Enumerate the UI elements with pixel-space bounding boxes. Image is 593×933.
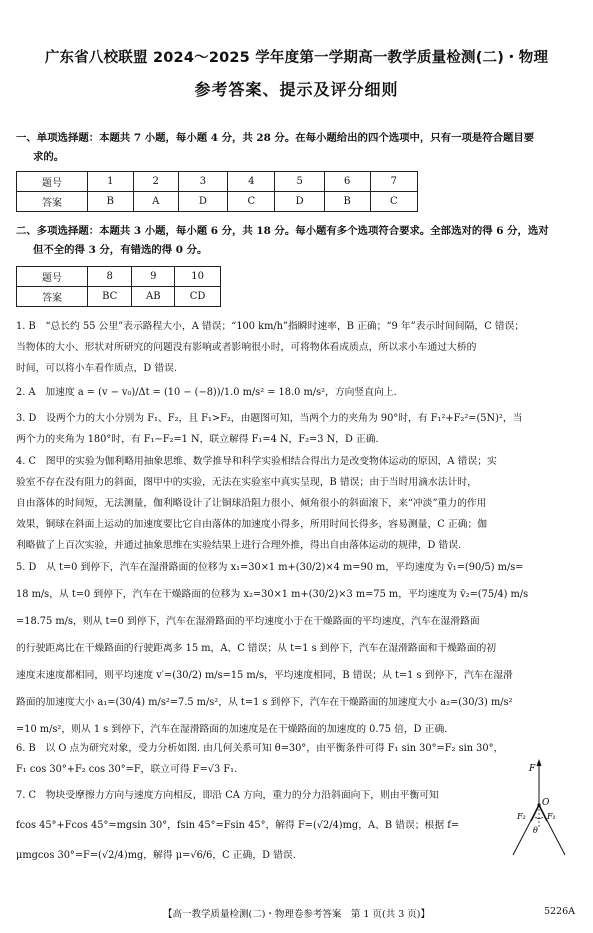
footer-code: 5226A — [543, 906, 575, 917]
section1-heading — [16, 129, 582, 167]
q4-line: 验室不存在没有阻力的斜面，图甲中的实验，无法在实验室中真实呈现，B 错误；由于当时用滴水法计时， — [16, 477, 477, 488]
answer-explanation-q5 — [16, 554, 582, 743]
table-cell: B — [88, 192, 134, 212]
answer-explanation-q6 — [16, 738, 582, 780]
table-cell: D — [178, 192, 227, 212]
q5-line: 速度末速度都相同，则平均速度 v′=(30/2) m/s=15 m/s，平均速度相同，B 错误；从 t=1 s 到停下，汽车在湿滑 — [16, 670, 513, 681]
q2-line: 2. A 加速度 a = (v − v₀)/Δt = (10 − (−8))/1.0 m/s² = 18.0 m/s²，方向竖直向上. — [16, 387, 397, 398]
table-row — [17, 192, 418, 212]
section1-line1: 一、单项选择题：本题共 7 小题，每小题 4 分，共 28 分。在每小题给出的四个选项中，只有一项是符合题目要 — [16, 132, 535, 144]
q7-line: fcos 45°+Fcos 45°=mgsin 30°，fsin 45°=Fsin 45°，解得 F=(√2/4)mg，A、B 错误；根据 f= — [16, 820, 460, 831]
q1-line: 时间，可以将小车看作质点，D 错误. — [16, 363, 178, 374]
table-header-cell: 题号 — [17, 172, 88, 192]
table-cell: 8 — [88, 267, 132, 287]
answer-explanation-q2 — [16, 382, 582, 403]
table-cell: 7 — [370, 172, 417, 192]
q4-line: 自由落体的时间短，无法测量，伽利略设计了让铜球沿阻力很小、倾角很小的斜面滚下，来“冲淡”重力的作用 — [16, 498, 487, 509]
label-theta: θ — [533, 826, 538, 835]
q4-line: 4. C 图甲的实验为伽利略用抽象思维、数学推导和科学实验相结合得出力是改变物体运动的原因，A 错误；实 — [16, 456, 497, 467]
table-cell: BC — [88, 287, 132, 307]
q3-line: 两个力的夹角为 180°时，有 F₁−F₂=1 N，联立解得 F₁=4 N，F₂=3 N，D 正确. — [16, 434, 379, 445]
answer-explanation-q7 — [16, 781, 506, 871]
section2-line2: 但不全的得 3 分，有错选的得 0 分。 — [33, 244, 208, 256]
section1-line2: 求的。 — [33, 151, 65, 163]
q5-line: 18 m/s，从 t=0 到停下，汽车在干燥路面的位移为 x₂=30×1 m+(30/2)×3 m=75 m，平均速度为 v̄₂=(75/4) m/s — [16, 589, 529, 600]
table-row — [17, 172, 418, 192]
q5-line: 5. D 从 t=0 到停下，汽车在湿滑路面的位移为 x₁=30×1 m+(30/2)×4 m=90 m，平均速度为 v̄₁=(90/5) m/s= — [16, 562, 524, 573]
q6-line: F₁ cos 30°+F₂ cos 30°=F，联立可得 F=√3 F₁. — [16, 764, 238, 775]
q7-line: 7. C 物块受摩擦力方向与速度方向相反，即沿 CA 方向，重力的分力沿斜面向下，则由平衡可知 — [16, 790, 439, 801]
label-F: F — [529, 764, 536, 774]
label-F1: F₁ — [547, 812, 556, 821]
table-cell: CD — [175, 287, 221, 307]
table-header-cell: 答案 — [17, 287, 88, 307]
q1-line: 1. B “总长约 55 公里”表示路程大小，A 错误；“100 km/h”指瞬时速率，B 正确；“9 年”表示时间间隔，C 错误； — [16, 321, 525, 332]
table-header-cell: 答案 — [17, 192, 88, 212]
table-cell: D — [275, 192, 324, 212]
document-title: 广东省八校联盟 2024～2025 学年度第一学期高一教学质量检测(二)・物理 — [44, 50, 549, 66]
label-F2: F₂ — [517, 812, 526, 821]
table-cell: C — [228, 192, 275, 212]
table-cell: 6 — [324, 172, 370, 192]
footer-page-info: 【高一教学质量检测(二)・物理卷参考答案 第 1 页(共 3 页)】 — [163, 909, 430, 920]
q5-line: =10 m/s²，则从 1 s 到停下，汽车在湿滑路面的加速度是在干燥路面的加速度的 0.75 倍，D 正确. — [16, 724, 448, 735]
q4-line: 效果，铜球在斜面上运动的加速度要比它自由落体的加速度小得多，所用时间长得多，容易测量，C 正确；伽 — [16, 519, 488, 530]
section2-line1: 二、多项选择题：本题共 3 小题，每小题 6 分，共 18 分。每小题有多个选项符合要求。全部选对的得 6 分，选对 — [16, 225, 549, 237]
table-row — [17, 287, 221, 307]
answer-explanation-q4 — [16, 451, 582, 556]
answer-explanation-q1 — [16, 316, 582, 379]
label-O: O — [542, 798, 550, 808]
table-cell: 10 — [175, 267, 221, 287]
table-cell: B — [324, 192, 370, 212]
table-cell: C — [370, 192, 417, 212]
q1-line: 当物体的大小、形状对所研究的问题没有影响或者影响很小时，可将物体看成质点，所以求小车通过大桥的 — [16, 342, 477, 353]
section2-answer-table — [16, 266, 221, 307]
table-cell: 3 — [178, 172, 227, 192]
table-header-cell: 题号 — [17, 267, 88, 287]
q7-line: μmgcos 30°=F=(√2/4)mg，解得 μ=√6/6，C 正确，D 错误. — [16, 850, 296, 861]
document-subtitle: 参考答案、提示及评分细则 — [194, 80, 399, 99]
q5-line: 路面的加速度大小 a₁=(30/4) m/s²=7.5 m/s²，从 t=1 s 到停下，汽车在干燥路面的加速度大小 a₂=(30/3) m/s² — [16, 697, 513, 708]
table-cell: 2 — [133, 172, 178, 192]
q4-line: 利略做了上百次实验，并通过抽象思维在实验结果上进行合理外推，得出自由落体运动的规律，D 错误. — [16, 540, 462, 551]
section1-answer-table — [16, 171, 418, 212]
section2-heading — [16, 222, 582, 260]
q3-line: 3. D 设两个力的大小分别为 F₁、F₂，且 F₁>F₂，由题图可知，当两个力的夹角为 90°时，有 F₁²+F₂²=(5N)²，当 — [16, 413, 523, 424]
table-cell: 1 — [88, 172, 134, 192]
q5-line: 的行驶距离比在干燥路面的行驶距离多 15 m，A、C 错误；从 t=1 s 到停下，汽车在湿滑路面和干燥路面的初 — [16, 643, 497, 654]
answer-explanation-q3 — [16, 408, 582, 450]
table-cell: 9 — [132, 267, 175, 287]
table-cell: AB — [132, 287, 175, 307]
q5-line: =18.75 m/s，则从 t=0 到停下，汽车在湿滑路面的平均速度小于在干燥路面的平均速度，汽车在湿滑路面 — [16, 616, 480, 627]
table-cell: A — [133, 192, 178, 212]
table-row — [17, 267, 221, 287]
table-cell: 4 — [228, 172, 275, 192]
table-cell: 5 — [275, 172, 324, 192]
force-diagram-figure — [507, 757, 571, 857]
q6-line: 6. B 以 O 点为研究对象，受力分析如图. 由几何关系可知 θ=30°，由平衡条件可得 F₁ sin 30°=F₂ sin 30°， — [16, 743, 504, 754]
force-diagram-svg — [507, 757, 571, 857]
